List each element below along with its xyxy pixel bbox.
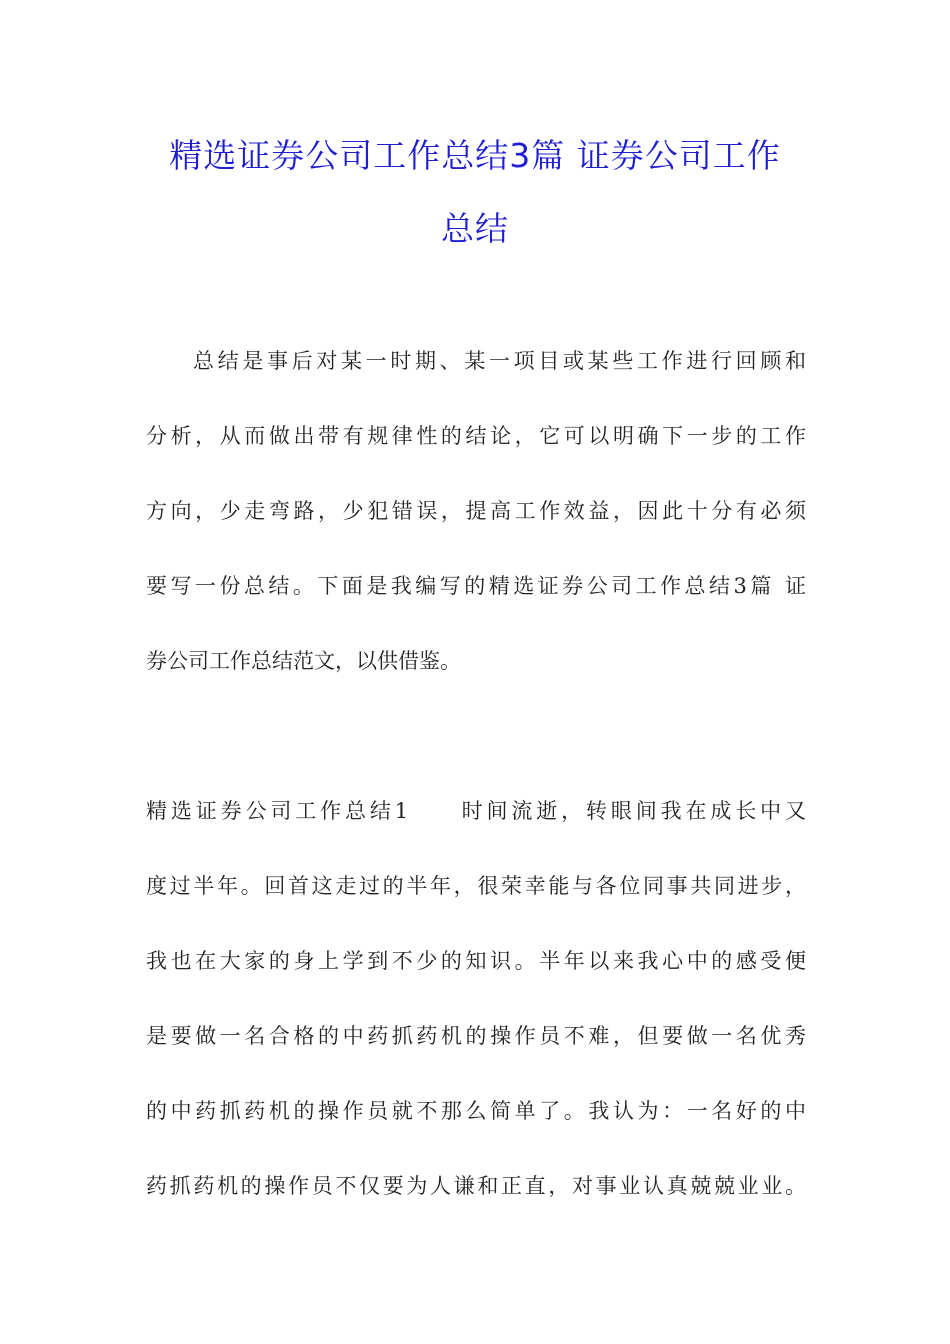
section1-paragraph-line: 精选证券公司工作总结1 时间流逝，转眼间我在成长中又 [146, 799, 806, 823]
intro-paragraph-line: 总结是事后对某一时期、某一项目或某些工作进行回顾和 [193, 349, 806, 373]
intro-paragraph-line: 分析，从而做出带有规律性的结论，它可以明确下一步的工作 [146, 424, 806, 448]
intro-paragraph-line: 要写一份总结。下面是我编写的精选证券公司工作总结3篇 证 [146, 574, 806, 598]
section1-paragraph-line: 药抓药机的操作员不仅要为人谦和正直，对事业认真兢兢业业。 [146, 1174, 806, 1198]
section1-paragraph-line: 的中药抓药机的操作员就不那么简单了。我认为：一名好的中 [146, 1099, 806, 1123]
section1-paragraph-line: 度过半年。回首这走过的半年，很荣幸能与各位同事共同进步， [146, 874, 806, 898]
section1-paragraph-line: 我也在大家的身上学到不少的知识。半年以来我心中的感受便 [146, 949, 806, 973]
document-title-line-2: 总结 [441, 209, 509, 248]
document-title-line-1: 精选证券公司工作总结3篇 证券公司工作 [169, 136, 781, 175]
intro-paragraph-line: 券公司工作总结范文，以供借鉴。 [146, 649, 461, 673]
section1-paragraph-line: 是要做一名合格的中药抓药机的操作员不难，但要做一名优秀 [146, 1024, 806, 1048]
intro-paragraph-line: 方向，少走弯路，少犯错误，提高工作效益，因此十分有必须 [146, 499, 806, 523]
